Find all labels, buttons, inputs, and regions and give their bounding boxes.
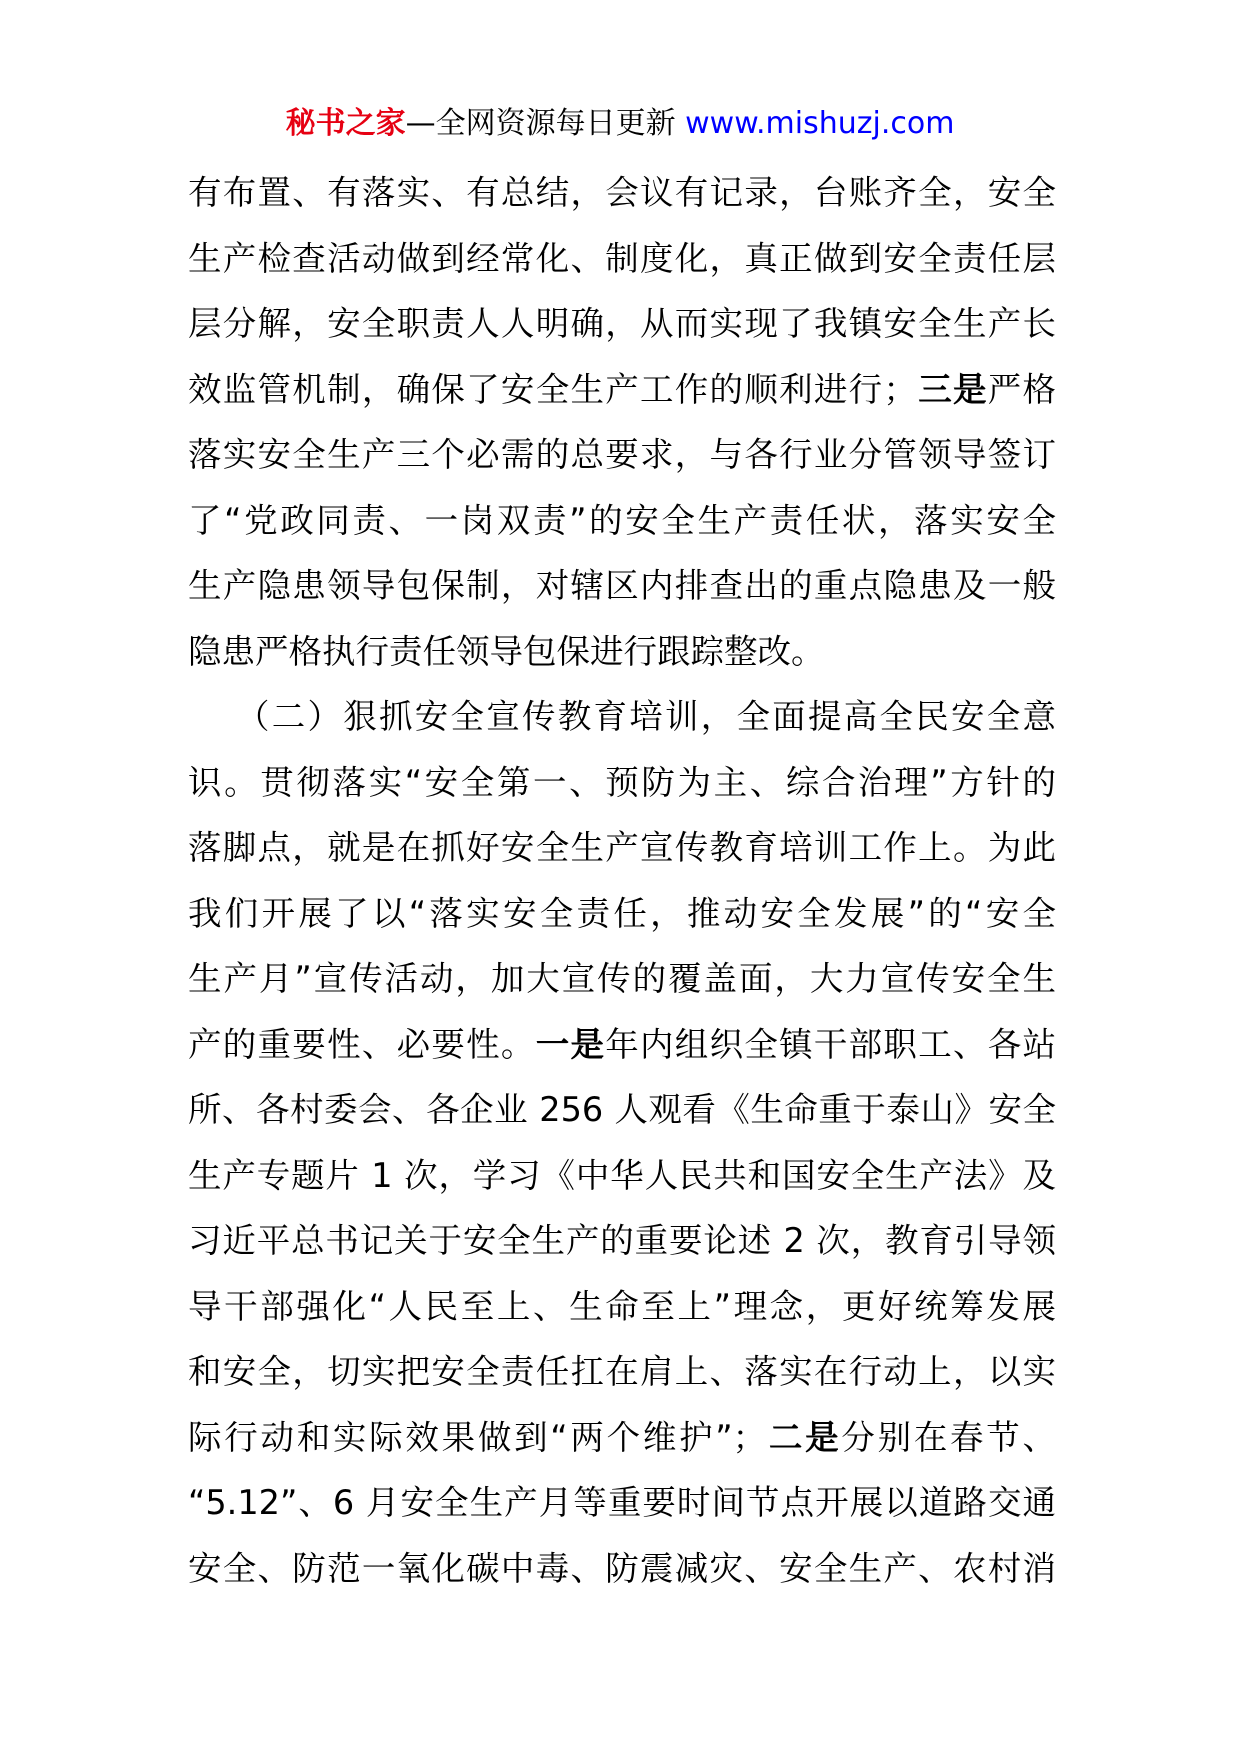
body-line: 生产隐患领导包保制，对辖区内排查出的重点隐患及一般 [188,566,1056,605]
body-line: 所、各村委会、各企业 256 人观看《生命重于泰山》安全 [188,1090,1056,1129]
emphasis-label: 三是 [916,369,988,409]
document-body [188,160,1056,1601]
brand-name: 秘书之家 [285,106,406,141]
body-line: 识。贯彻落实“安全第一、预防为主、综合治理”方针的 [188,762,1056,802]
body-line: 层分解，安全职责人人明确，从而实现了我镇安全生产长 [188,304,1056,343]
body-line: 隐患严格执行责任领导包保进行跟踪整改。 [188,631,825,671]
body-line: 落实安全生产三个必需的总要求，与各行业分管领导签订 [188,435,1056,474]
body-line [188,1405,1056,1471]
body-line: “5.12”、6 月安全生产月等重要时间节点开展以道路交通 [188,1483,1056,1522]
body-line: 生产专题片 1 次，学习《中华人民共和国安全生产法》及 [188,1155,1056,1195]
emphasis-label: 二是 [766,1417,842,1457]
body-line: （二）狠抓安全宣传教育培训，全面提高全民安全意 [236,697,1056,736]
body-line-text: 严格 [987,369,1057,409]
body-line-text: 产的重要性、必要性。 [188,1024,536,1064]
body-line: 导干部强化“人民至上、生命至上”理念，更好统筹发展 [188,1286,1056,1326]
body-line: 了“党政同责、一岗双责”的安全生产责任状，落实安全 [188,500,1056,540]
body-line-text: 分别在春节、 [841,1417,1057,1457]
body-line: 落脚点，就是在抓好安全生产宣传教育培训工作上。为此 [188,828,1056,867]
body-line-text: 际行动和实际效果做到“两个维护”； [188,1417,767,1457]
body-line: 我们开展了以“落实安全责任，推动安全发展”的“安全 [188,893,1056,933]
body-line: 生产月”宣传活动，加大宣传的覆盖面，大力宣传安全生 [188,959,1056,998]
page-header [0,104,1240,144]
body-line-text: 年内组织全镇干部职工、各站 [605,1024,1057,1064]
header-tagline: —全网资源每日更新 [405,106,686,141]
body-line: 习近平总书记关于安全生产的重要论述 2 次，教育引导领 [188,1221,1056,1260]
emphasis-label: 一是 [535,1024,606,1064]
body-line [188,1012,1056,1078]
body-line: 生产检查活动做到经常化、制度化，真正做到安全责任层 [188,238,1056,278]
body-line: 有布置、有落实、有总结，会议有记录，台账齐全，安全 [188,173,1056,212]
body-line-text: 效监管机制，确保了安全生产工作的顺利进行； [188,369,917,409]
header-url[interactable]: www.mishuzj.com [685,106,955,141]
body-line: 和安全，切实把安全责任扛在肩上、落实在行动上，以实 [188,1352,1056,1391]
body-line: 安全、防范一氧化碳中毒、防震减灾、安全生产、农村消 [188,1548,1056,1588]
body-line [188,357,1056,423]
